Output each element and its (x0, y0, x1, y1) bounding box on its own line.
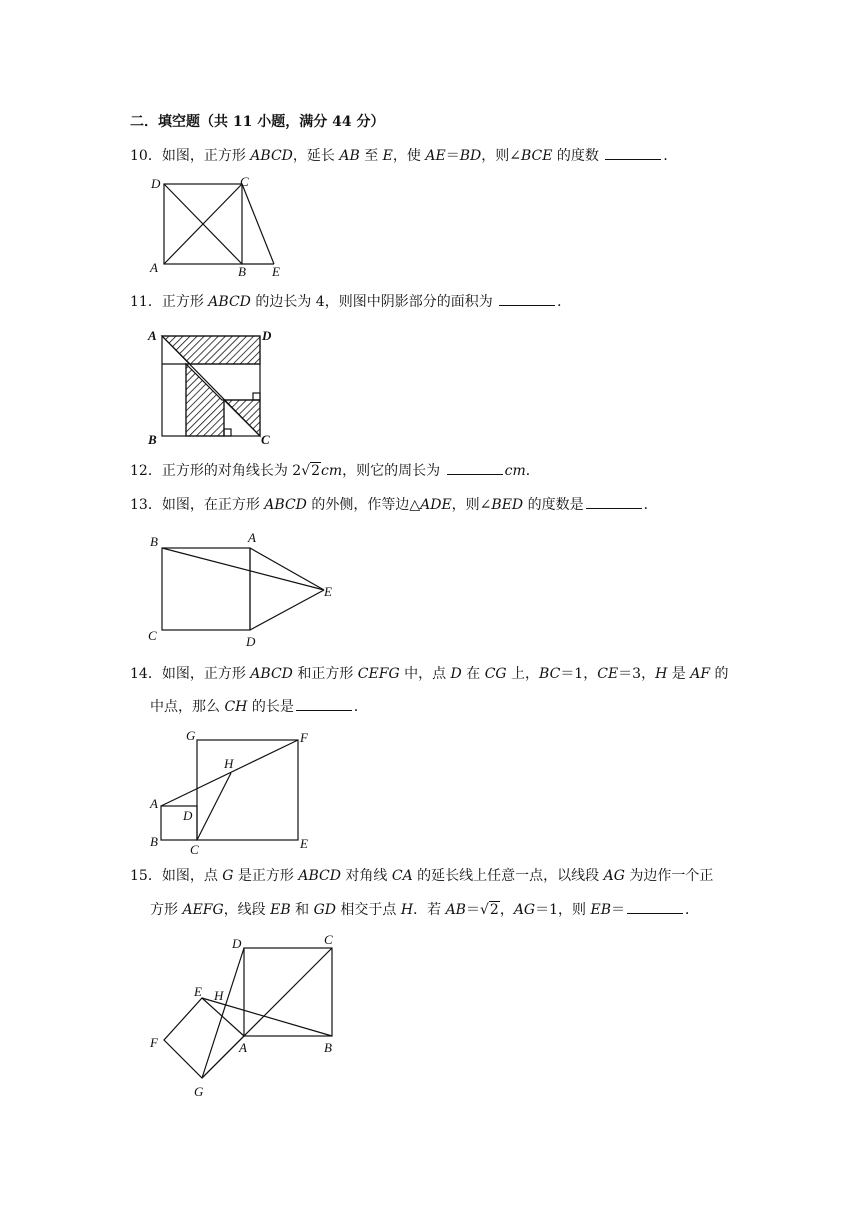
q15-label-f: F (150, 1035, 158, 1050)
q15-number: 15． (130, 868, 162, 884)
question-14-line2 (150, 697, 368, 717)
q15-label-a: A (239, 1040, 247, 1055)
q10-var: AB (339, 148, 360, 164)
q13-label-a: A (248, 530, 256, 545)
q14-text: 的 (710, 666, 729, 682)
q13-label-c: C (148, 628, 157, 643)
q13-number: 13． (130, 497, 162, 513)
q10-var: ABCD (250, 148, 293, 164)
q15-label-h: H (214, 988, 224, 1003)
question-12 (130, 461, 540, 481)
q10-var: BD (459, 148, 482, 164)
q13-text: ． (643, 497, 658, 513)
q11-shaded-top (162, 336, 260, 364)
q13-var: ADE (420, 497, 452, 513)
q15-text: 方形 (150, 902, 183, 918)
q15-text: ， (499, 902, 514, 918)
q15-var: EB (590, 902, 611, 918)
answer-blank[interactable] (447, 462, 503, 475)
q14-text: 和正方形 (292, 666, 358, 682)
q15-text: ＝ (610, 902, 625, 918)
q13-text: 的度数是 (523, 497, 584, 513)
q14-var: AF (690, 666, 711, 682)
q13-label-d: D (246, 634, 256, 649)
q14-text: 如图，正方形 (161, 666, 251, 682)
q13-text: 的外侧，作等边△ (306, 497, 421, 513)
q11-right-angle (253, 393, 260, 400)
answer-blank[interactable] (499, 293, 555, 306)
question-11 (130, 292, 571, 312)
q11-label-d: D (262, 328, 272, 343)
q15-var: AG (603, 868, 625, 884)
q15-var: GD (313, 902, 336, 918)
q15-text: 如图，点 (161, 868, 223, 884)
q14-label-d: D (183, 808, 193, 823)
q15-text: 对角线 (340, 868, 392, 884)
q15-var: EB (270, 902, 291, 918)
q10-text: 至 (359, 148, 383, 164)
q14-figure (140, 728, 350, 858)
q10-text: ． (663, 148, 678, 164)
question-14 (130, 664, 729, 684)
q14-label-f: F (300, 730, 308, 745)
q15-label-g: G (194, 1084, 204, 1099)
q10-figure (140, 172, 300, 282)
q15-text: 为边作一个正 (624, 868, 714, 884)
q14-text: ＝1， (560, 666, 598, 682)
q15-text: ． (684, 902, 699, 918)
q10-label-d: D (151, 176, 161, 191)
q14-text: 在 (461, 666, 485, 682)
q14-text: 的长是 (247, 699, 294, 715)
q11-right-angle (224, 429, 231, 436)
q15-segment-gd (202, 948, 244, 1078)
q10-label-a: A (150, 260, 158, 275)
q15-text: 的延长线上任意一点，以线段 (412, 868, 604, 884)
q15-var: G (222, 868, 234, 884)
q13-var: ABCD (264, 497, 307, 513)
q15-var: H (400, 902, 414, 918)
q15-text: ，线段 (223, 902, 271, 918)
q11-figure (140, 322, 290, 452)
q10-label-e: E (272, 264, 280, 279)
q13-segment-ae (250, 548, 324, 590)
q15-text: 相交于点 (335, 902, 401, 918)
question-15 (130, 866, 713, 886)
q14-var: H (655, 666, 668, 682)
q15-text: ．若 (413, 902, 446, 918)
q13-square (162, 548, 250, 630)
q12-text: ，则它的周长为 (342, 463, 445, 479)
q11-text: 正方形 (161, 294, 209, 310)
q14-label-g: G (186, 728, 196, 743)
q11-label-a: A (148, 328, 157, 343)
q13-segment-de (250, 590, 324, 630)
answer-blank[interactable] (296, 698, 352, 711)
q11-number: 11． (130, 294, 162, 310)
q15-var: AB (445, 902, 466, 918)
q14-text: 中，点 (399, 666, 451, 682)
q10-var: AE (425, 148, 446, 164)
q14-square-cefg (197, 740, 298, 840)
q14-text: 上， (506, 666, 540, 682)
q10-text: ，延长 (292, 148, 340, 164)
q15-var: AEFG (182, 902, 224, 918)
q12-text: 正方形的对角线长为 2 (161, 463, 302, 479)
q15-var: ABCD (298, 868, 341, 884)
q14-var: CE (597, 666, 619, 682)
q15-text: 和 (290, 902, 314, 918)
q12-radicand: 2 (311, 463, 321, 479)
q14-var: ABCD (250, 666, 293, 682)
q15-var: AG (513, 902, 536, 918)
q14-segment-af (161, 740, 298, 806)
q15-square-aefg (164, 998, 244, 1078)
q11-text: ． (557, 294, 572, 310)
q15-label-e: E (194, 984, 202, 999)
q10-text: ，使 (392, 148, 426, 164)
q14-var: CG (484, 666, 507, 682)
q13-var: BED (491, 497, 524, 513)
q10-number: 10． (130, 148, 162, 164)
q14-var: CH (224, 699, 248, 715)
q10-text: 的度数 (552, 148, 604, 164)
q15-var: CA (391, 868, 413, 884)
q10-label-b: B (238, 264, 246, 279)
q15-radicand: 2 (489, 902, 499, 918)
q13-label-b: B (150, 534, 158, 549)
sqrt-symbol: √2 (301, 463, 321, 479)
q14-label-b: B (150, 834, 158, 849)
q12-unit: cm (321, 463, 343, 479)
q13-figure (140, 530, 350, 650)
question-10 (130, 146, 677, 166)
q14-label-e: E (300, 836, 308, 851)
q15-diagonal-cg (202, 948, 332, 1078)
q14-label-c: C (190, 842, 199, 857)
q14-var: D (450, 666, 462, 682)
q14-label-a: A (150, 796, 158, 811)
q14-text: ＝3， (618, 666, 656, 682)
q11-text: 的边长为 4，则图中阴影部分的面积为 (250, 294, 498, 310)
q14-number: 14． (130, 666, 162, 682)
q11-label-b: B (148, 432, 157, 447)
question-15-line2 (150, 900, 699, 920)
q11-label-c: C (261, 432, 270, 447)
q10-label-c: C (240, 174, 249, 189)
answer-blank[interactable] (586, 496, 642, 509)
q11-var: ABCD (208, 294, 251, 310)
q14-label-h: H (224, 756, 234, 771)
q14-text: 中点，那么 (150, 699, 225, 715)
q13-segment-be (162, 548, 324, 590)
q13-text: 如图，在正方形 (161, 497, 265, 513)
q15-label-c: C (324, 932, 333, 947)
q12-unit: cm (504, 463, 526, 479)
q15-text: 是正方形 (233, 868, 299, 884)
q15-label-d: D (232, 936, 242, 951)
q15-text: ＝ (465, 902, 480, 918)
section-title: 二．填空题（共 11 小题，满分 44 分） (130, 114, 385, 130)
q10-var: E (382, 148, 393, 164)
q10-text: 如图，正方形 (161, 148, 251, 164)
q14-var: CEFG (357, 666, 400, 682)
answer-blank[interactable] (627, 901, 683, 914)
q14-text: ． (353, 699, 368, 715)
q10-text: ，则∠ (481, 148, 521, 164)
q15-figure (140, 930, 370, 1100)
q14-text: 是 (667, 666, 691, 682)
q10-text: ＝ (445, 148, 460, 164)
q10-var: BCE (520, 148, 553, 164)
q15-text: ＝1，则 (535, 902, 591, 918)
q11-shaded-middle (186, 364, 224, 436)
question-13 (130, 495, 658, 515)
q14-segment-ch (197, 773, 231, 840)
q12-text: ． (525, 463, 540, 479)
q12-number: 12． (130, 463, 162, 479)
q15-label-b: B (324, 1040, 332, 1055)
q13-label-e: E (324, 584, 332, 599)
q14-var: BC (539, 666, 561, 682)
q10-segment-ce (242, 184, 274, 264)
sqrt-symbol: √2 (479, 902, 499, 918)
q13-text: ，则∠ (451, 497, 492, 513)
answer-blank[interactable] (605, 147, 661, 160)
